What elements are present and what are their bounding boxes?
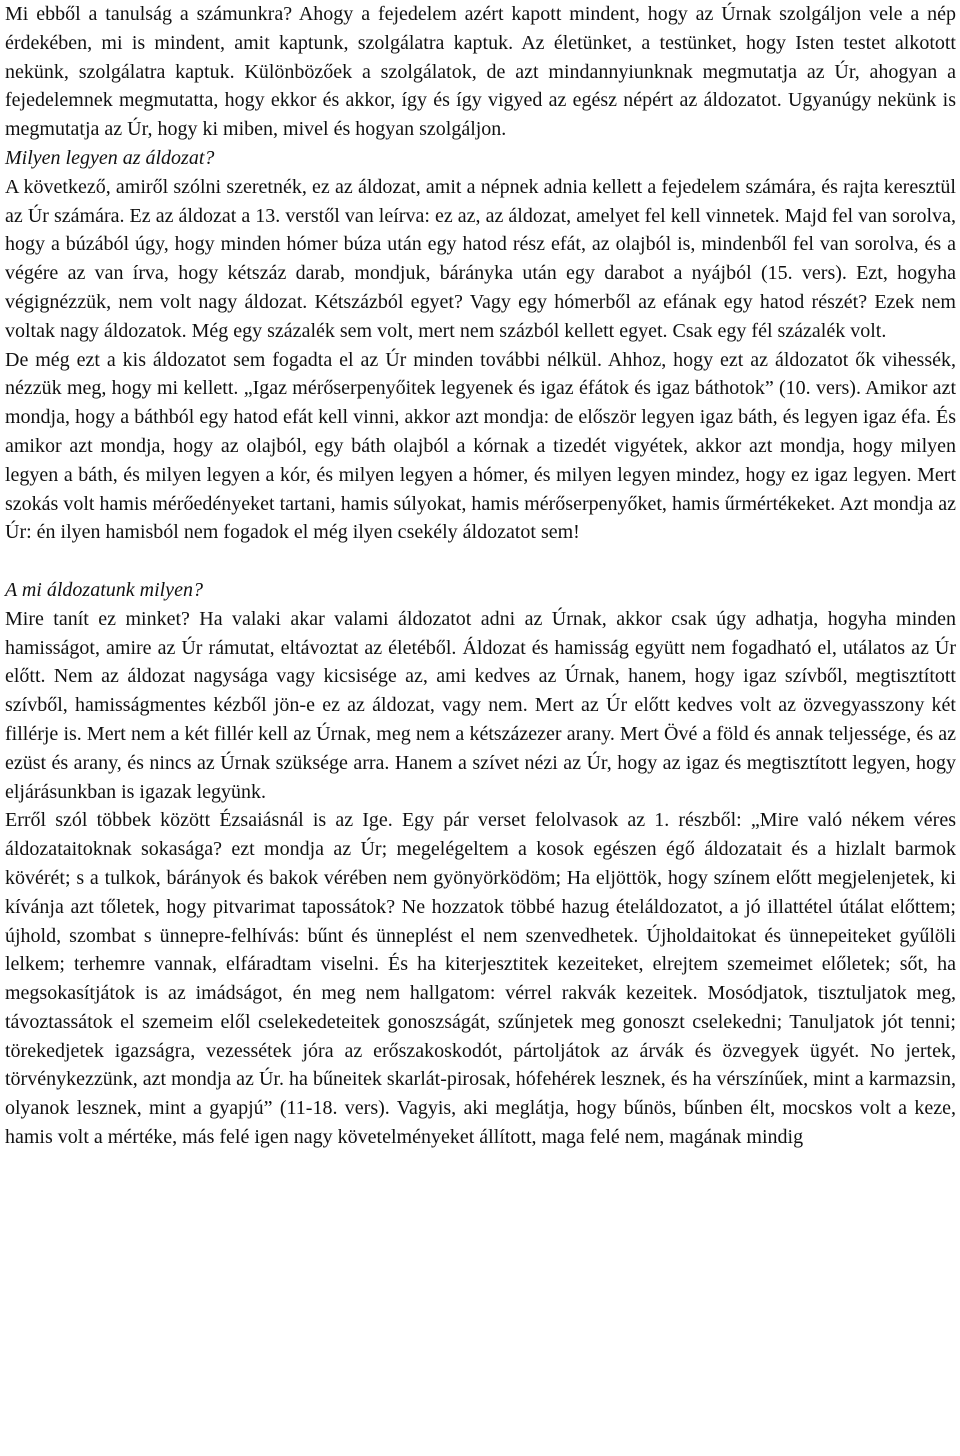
paragraph-true-measures: De még ezt a kis áldozatot sem fogadta el az Úr minden további nélkül. Ahhoz, hogy ezt az áldozatot ők vihessék, nézzük meg, hogy mi kellett. „Igaz mérőserpenyőitek legyenek és igaz éfátok és igaz báthotok” (10. vers). Amikor azt mondja, hogy a báthból egy hatod efát kell vinni, akkor azt mondja: de először legyen igaz báth, és legyen igaz éfa. És amikor azt mondja, hogy az olajból, egy báth olajból a kórnak a tizedét vigyétek, akkor azt mondja, hogy milyen legyen a báth, és milyen legyen a kór, és milyen legyen a hómer, és milyen legyen mindez, hogy ez igaz legyen. Mert szokás volt hamis mérőedényeket tartani, hamis súlyokat, hamis mérőserpenyőket, hamis űrmértékeket. Azt mondja az Úr: én ilyen hamisból nem fogadok el még ilyen csekély áldozatot sem! — [5, 348, 956, 544]
document-page — [5, 0, 956, 1152]
paragraph-spacer — [5, 547, 956, 576]
paragraph-isaiah-quote: Erről szól többek között Ézsaiásnál is az Ige. Egy pár verset felolvasok az 1. részből: „Mire való nékem véres áldozataitoknak sokasága? ezt mondja az Úr; megelégeltem a kosok egészen égő áldozatait és a hizlalt barmok kövérét; s a tulkok, bárányok és bakok vérében nem gyönyörködöm; Ha eljöttök, hogy színem előtt megjelenjetek, ki kívánja azt tőletek, hogy pitvarimat tapossátok? Ne hozzatok többé hazug ételáldozatot, a jó illattétel útálat előttem; újhold, szombat s ünnepre-felhívás: bűnt és ünneplést el nem szenvedhetek. Újholdaitokat és ünnepeiteket gyűlöli lelkem; terhemre vannak, elfáradtam viselni. És ha kiterjesztitek kezeiteket, elrejtem szemeimet előletek; sőt, ha megsokasítjátok is az imádságot, én meg nem hallgatom: vérrel rakvák kezeitek. Mosódjatok, tisztuljatok meg, távoztassátok el szemeim elől cselekedeteitek gonoszságát, szűnjetek meg gonoszt cselekedni; Tanuljatok jót tenni; törekedjetek igazságra, vezessétek jóra az erőszakoskodót, pártoljátok az árvák és özvegyek ügyét. No jertek, törvénykezzünk, azt mondja az Úr. ha bűneitek skarlát-pirosak, hófehérek lesznek, és ha vérszínűek, mint a karmazsin, olyanok lesznek, mint a gyapjú” (11-18. vers). Vagyis, aki meglátja, hogy bűnös, bűnben élt, mocskos volt a keze, hamis volt a mértéke, más felé igen nagy követelményeket állított, maga felé nem, magának mindig — [5, 809, 956, 1149]
section-heading-offering: Milyen legyen az áldozat? — [5, 146, 215, 169]
section-heading-our-offering: A mi áldozatunk milyen? — [5, 578, 203, 601]
paragraph-intro: Mi ebből a tanulság a számunkra? Ahogy a fejedelem azért kapott mindent, hogy az Úrnak szolgáljon vele a nép érdekében, mi is mindent, amit kaptunk, szolgálatra kaptuk. Az életünket, a testünket, hogy Isten testet alkotott nekünk, szolgálatra kaptuk. Különbözőek a szolgálatok, de azt mindannyiunknak megmutatja az Úr, ahogyan a fejedelemnek megmutatta, hogy ekkor és akkor, így és így vigyed az egész népért az áldozatot. Ugyanúgy nekünk is megmutatja az Úr, hogy ki miben, mivel és hogyan szolgáljon. — [5, 3, 956, 141]
paragraph-teaching: Mire tanít ez minket? Ha valaki akar valami áldozatot adni az Úrnak, akkor csak úgy adhatja, hogyha minden hamisságot, amire az Úr rámutat, eltávoztat az életéből. Áldozat és hamisság együtt nem fogadható el, utálatos az Úr előtt. Nem az áldozat nagysága vagy kicsisége az, ami kedves az Úrnak, hanem, hogy igaz szívből, megtisztított szívből, hamisságmentes kézből jön-e ez az áldozat, vagy nem. Mert az Úr előtt kedves volt az özvegyasszony két fillérje is. Mert nem a két fillér kell az Úrnak, meg nem a kétszázezer arany. Mert Övé a föld és annak teljessége, és az ezüst és arany, és nincs az Úrnak szüksége arra. Hanem a szívet nézi az Úr, hogy az igaz és megtisztított legyen, hogy eljárásunkban is igazak legyünk. — [5, 607, 956, 803]
paragraph-offering-description: A következő, amiről szólni szeretnék, ez az áldozat, amit a népnek adnia kellett a fejedelem számára, és rajta keresztül az Úr számára. Ez az áldozat a 13. verstől van leírva: ez az, az áldozat, amelyet fel kell vinnetek. Majd fel van sorolva, hogy a búzából úgy, hogy minden hómer búza után egy hatod rész efát, az olajból is, mindenből fel van sorolva, és a végére az van írva, hogy kétszáz darab, mondjuk, bárányka után egy darabot a nyájból (15. vers). Ezt, hogyha végignézzük, nem volt nagy áldozat. Kétszázból egyet? Vagy egy hómerből az efának egy hatod részét? Ezek nem voltak nagy áldozatok. Még egy százalék sem volt, mert nem százból kellett egyet. Csak egy fél százalék volt. — [5, 175, 956, 342]
